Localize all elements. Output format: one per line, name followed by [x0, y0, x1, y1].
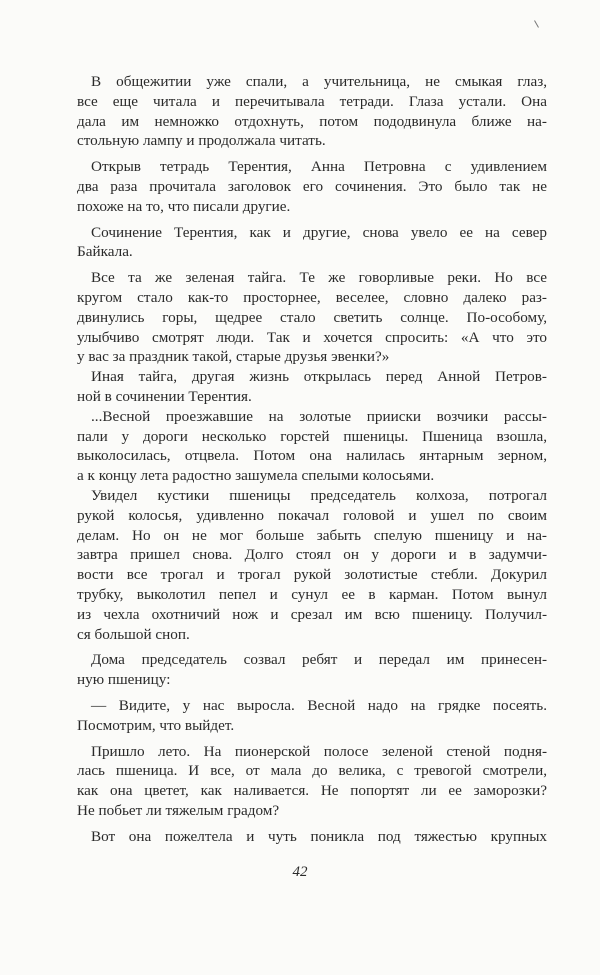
text-line: Вот она пожелтела и чуть поникла под тяжестью крупных [91, 827, 547, 845]
paragraph [77, 742, 547, 821]
text-line: Увидел кустики пшеницы председатель колхоза, потрогал [91, 486, 547, 504]
text-line: похоже на то, что писали другие. [77, 197, 291, 215]
text-line: ...Весной проезжавшие на золотые прииски возчики рассы- [91, 407, 547, 425]
paragraph [77, 157, 547, 216]
paragraph [77, 268, 547, 367]
text-line: трубку, выколотил пепел и сунул ее в карман. Потом вынул [77, 585, 547, 603]
text-line: Иная тайга, другая жизнь открылась перед Анной Петров- [91, 368, 547, 386]
scan-mark [534, 20, 539, 27]
text-line: Сочинение Терентия, как и другие, снова увело ее на север [91, 223, 547, 241]
text-line: двинулись горы, щедрее стало светить солнце. По-особому, [77, 308, 547, 326]
text-line: все еще читала и перечитывала тетради. Глаза устали. Она [77, 92, 547, 110]
text-line: кругом стало как-то просторнее, веселее, словно далеко раз- [77, 288, 547, 306]
text-line: пали у дороги несколько горстей пшеницы. Пшеница взошла, [77, 427, 547, 445]
text-line: Пришло лето. На пионерской полосе зеленой стеной подня- [91, 742, 547, 760]
text-line: дала им немножко отдохнуть, потом пододвинула ближе на- [77, 112, 547, 130]
text-line: делам. Но он не мог больше забыть спелую пшеницу и на- [77, 526, 547, 544]
text-line: рукой колосья, удивленно покачал головой и ушел по своим [77, 506, 547, 524]
paragraph [77, 696, 547, 736]
text-line: Все та же зеленая тайга. Те же говорливые реки. Но все [91, 269, 547, 287]
paragraph [77, 486, 547, 644]
text-line: Открыв тетрадь Терентия, Анна Петровна с удивлением [91, 158, 547, 176]
text-line: Байкала. [77, 243, 133, 261]
text-line: выколосилась, отцвела. Потом она налилась янтарным зерном, [77, 447, 547, 465]
paragraph [77, 72, 547, 151]
text-line: улыбчиво смотрят люди. Так и хочется спросить: «А что это [77, 328, 547, 346]
text-line: лась пшеница. И все, от мала до велика, с тревогой смотрели, [77, 762, 547, 780]
text-line: стольную лампу и продолжала читать. [77, 132, 326, 150]
text-line: а к концу лета радостно зашумела спелыми колосьями. [77, 467, 435, 485]
text-line: ную пшеницу: [77, 671, 171, 689]
text-line: как она цветет, как наливается. Не попортят ли ее заморозки? [77, 782, 547, 800]
text-line: два раза прочитала заголовок его сочинения. Это было так не [77, 177, 547, 195]
text-line: Не побьет ли тяжелым градом? [77, 801, 280, 819]
text-line: В общежитии уже спали, а учительница, не смыкая глаз, [91, 73, 547, 90]
text-line: у вас за праздник такой, старые друзья эвенки?» [77, 348, 390, 366]
paragraph [77, 223, 547, 263]
paragraph [77, 407, 547, 486]
text-line: ной в сочинении Терентия. [77, 387, 252, 405]
text-line: из чехла охотничий нож и срезал им всю пшеницу. Получил- [77, 605, 547, 623]
text-line: вости все трогал и трогал рукой золотистые стебли. Докурил [77, 566, 547, 584]
page-text [77, 72, 547, 846]
text-line: Посмотрим, что выйдет. [77, 716, 235, 734]
paragraph [77, 367, 547, 407]
text-line: завтра пришел снова. Долго стоял он у дороги и в задумчи- [77, 546, 547, 564]
paragraph [77, 650, 547, 690]
paragraph [77, 827, 547, 847]
text-line: ся большой сноп. [77, 625, 190, 643]
text-line: — Видите, у нас выросла. Весной надо на грядке посеять. [91, 696, 547, 714]
page-number: 42 [292, 864, 308, 880]
text-line: Дома председатель созвал ребят и передал им принесен- [91, 651, 547, 669]
